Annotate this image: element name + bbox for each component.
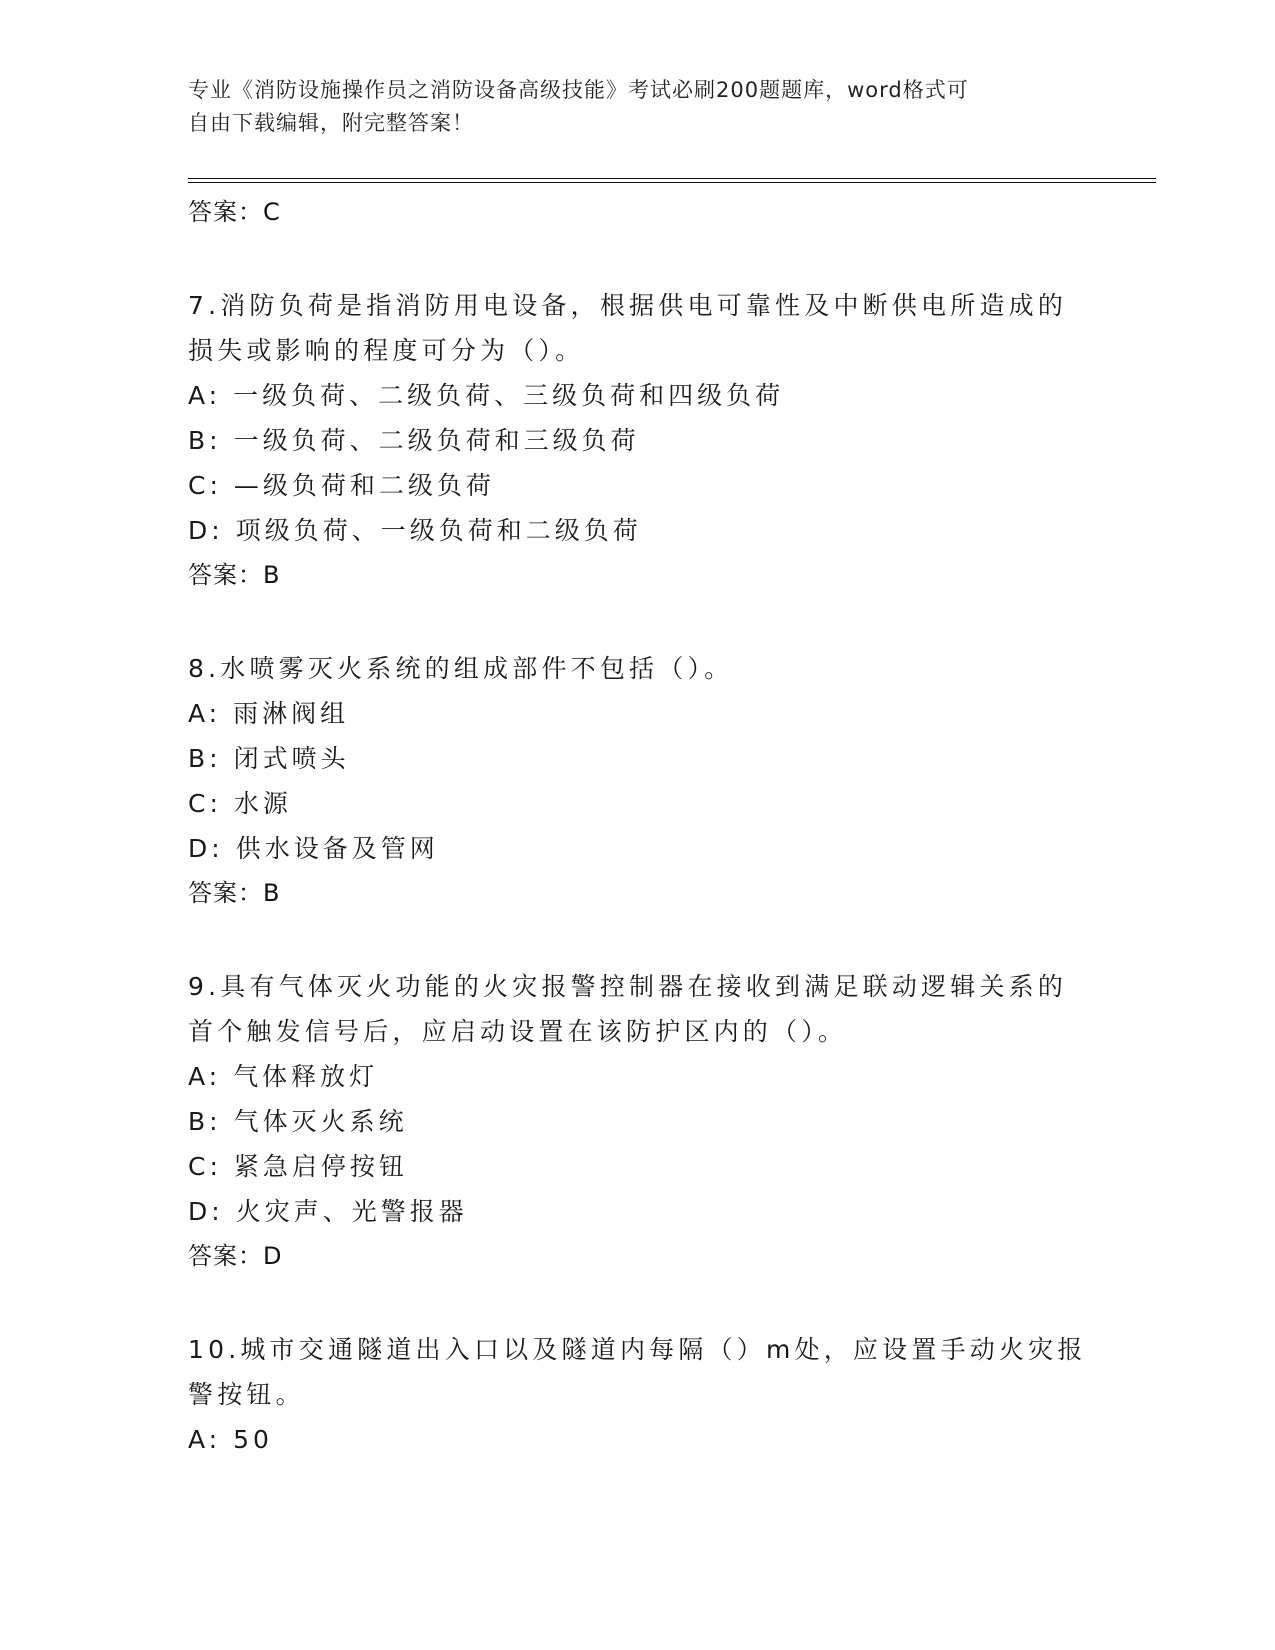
option-text: 水源 bbox=[233, 789, 292, 818]
option-key: C: bbox=[188, 471, 222, 500]
answer-label: 答案： bbox=[188, 879, 263, 907]
question-item bbox=[188, 1327, 1088, 1462]
question-stem-line: 10.城市交通隧道出入口以及隧道内每隔（）m处，应设置手动火灾报 bbox=[188, 1335, 1087, 1364]
option-key: C: bbox=[188, 1152, 222, 1181]
question-stem bbox=[188, 964, 1088, 1054]
option-d bbox=[188, 826, 1088, 871]
header-double-rule bbox=[188, 178, 1156, 183]
option-text: 紧急启停按钮 bbox=[233, 1152, 408, 1181]
answer-line bbox=[188, 553, 1088, 598]
option-c bbox=[188, 1144, 1088, 1189]
option-b bbox=[188, 1099, 1088, 1144]
question-stem-line: 9.具有气体灭火功能的火灾报警控制器在接收到满足联动逻辑关系的 bbox=[188, 972, 1068, 1001]
answer-label: 答案： bbox=[188, 561, 263, 589]
option-key: B: bbox=[188, 744, 222, 773]
question-stem-line: 警按钮。 bbox=[188, 1380, 305, 1409]
option-key: A: bbox=[188, 699, 222, 728]
option-c bbox=[188, 781, 1088, 826]
option-a bbox=[188, 373, 1088, 418]
question-list bbox=[188, 190, 1088, 1462]
option-key: B: bbox=[188, 426, 222, 455]
option-a bbox=[188, 691, 1088, 736]
question-stem-line: 8.水喷雾灭火系统的组成部件不包括（）。 bbox=[188, 654, 734, 683]
option-key: C: bbox=[188, 789, 222, 818]
answer-line bbox=[188, 1234, 1088, 1279]
question-stem-line: 7.消防负荷是指消防用电设备，根据供电可靠性及中断供电所造成的 bbox=[188, 291, 1068, 320]
option-text: 气体灭火系统 bbox=[233, 1107, 408, 1136]
answer-value: C bbox=[263, 198, 281, 226]
option-text: —级负荷和二级负荷 bbox=[233, 471, 495, 500]
option-b bbox=[188, 418, 1088, 463]
option-text: 闭式喷头 bbox=[233, 744, 350, 773]
option-b bbox=[188, 736, 1088, 781]
answer-line bbox=[188, 190, 1088, 235]
option-text: 火灾声、光警报器 bbox=[235, 1197, 468, 1226]
header-line-1: 专业《消防设施操作员之消防设备高级技能》考试必刷200题题库，word格式可 bbox=[188, 78, 969, 102]
option-text: 供水设备及管网 bbox=[235, 834, 439, 863]
option-key: A: bbox=[188, 1425, 222, 1454]
answer-label: 答案： bbox=[188, 1242, 263, 1270]
question-item bbox=[188, 646, 1088, 916]
answer-label: 答案： bbox=[188, 198, 263, 226]
question-item bbox=[188, 964, 1088, 1279]
option-a bbox=[188, 1417, 1088, 1462]
option-key: A: bbox=[188, 1062, 222, 1091]
answer-line bbox=[188, 871, 1088, 916]
option-d bbox=[188, 1189, 1088, 1234]
question-stem-line: 损失或影响的程度可分为（）。 bbox=[188, 336, 585, 365]
question-stem bbox=[188, 646, 1088, 691]
answer-value: D bbox=[263, 1242, 283, 1270]
page-header bbox=[188, 74, 1068, 140]
option-text: 一级负荷、二级负荷、三级负荷和四级负荷 bbox=[233, 381, 785, 410]
header-line-2: 自由下载编辑，附完整答案！ bbox=[188, 111, 474, 135]
option-text: 项级负荷、一级负荷和二级负荷 bbox=[235, 516, 642, 545]
option-key: D: bbox=[188, 834, 224, 863]
option-text: 气体释放灯 bbox=[233, 1062, 379, 1091]
question-stem-line: 首个触发信号后，应启动设置在该防护区内的（）。 bbox=[188, 1017, 848, 1046]
option-key: D: bbox=[188, 516, 224, 545]
answer-value: B bbox=[263, 561, 281, 589]
option-c bbox=[188, 463, 1088, 508]
option-text: 一级负荷、二级负荷和三级负荷 bbox=[233, 426, 640, 455]
option-key: D: bbox=[188, 1197, 224, 1226]
option-a bbox=[188, 1054, 1088, 1099]
option-key: B: bbox=[188, 1107, 222, 1136]
question-stem bbox=[188, 1327, 1088, 1417]
answer-value: B bbox=[263, 879, 281, 907]
option-text: 雨淋阀组 bbox=[233, 699, 350, 728]
option-text: 50 bbox=[233, 1425, 273, 1454]
option-key: A: bbox=[188, 381, 222, 410]
option-d bbox=[188, 508, 1088, 553]
question-stem bbox=[188, 283, 1088, 373]
question-item bbox=[188, 283, 1088, 598]
